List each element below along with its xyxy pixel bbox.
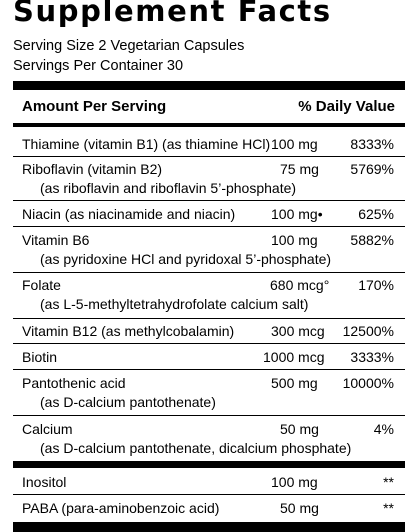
header-divider [13, 123, 405, 127]
nutrient-name: Riboflavin (vitamin B2) [22, 161, 163, 177]
row-divider [13, 494, 405, 495]
nutrient-daily-value: 5769% [350, 161, 394, 177]
nutrient-name: Vitamin B6 [22, 232, 90, 248]
nutrient-name: Biotin [22, 349, 58, 365]
nutrient-amount: 100 mg [271, 136, 318, 152]
nutrient-amount: 75 mg [280, 161, 319, 177]
nutrient-row [13, 205, 405, 224]
nutrient-daily-value: 12500% [342, 323, 394, 339]
ingredient-daily-value: ** [383, 500, 394, 516]
nutrient-name: Calcium [22, 421, 73, 437]
nutrient-row [13, 276, 405, 314]
row-divider [13, 272, 405, 273]
nutrient-source: (as riboflavin and riboflavin 5’-phosphate) [40, 180, 297, 196]
thick-divider [13, 81, 405, 90]
nutrient-row [13, 231, 405, 269]
nutrient-source: (as pyridoxine HCl and pyridoxal 5’-phosphate) [40, 251, 332, 267]
nutrient-name: Niacin (as niacinamide and niacin) [22, 206, 236, 222]
row-divider [13, 343, 405, 344]
nutrient-row [13, 322, 405, 341]
nutrient-row [13, 135, 405, 154]
panel-title: Supplement Facts [13, 0, 332, 28]
nutrient-source: (as D-calcium pantothenate, dicalcium phosphate) [40, 440, 352, 456]
ingredient-daily-value: ** [383, 474, 394, 490]
nutrient-name: Pantothenic acid [22, 375, 126, 391]
nutrient-source: (as L-5-methyltetrahydrofolate calcium salt) [40, 296, 309, 312]
ingredient-amount: 50 mg [280, 500, 319, 516]
other-ingredient-row [13, 473, 405, 492]
ingredient-amount: 100 mg [271, 474, 318, 490]
row-divider [13, 318, 405, 319]
servings-per-container: Servings Per Container 30 [13, 58, 184, 74]
row-divider [13, 369, 405, 370]
nutrient-daily-value: 10000% [342, 375, 394, 391]
row-divider [13, 200, 405, 201]
nutrient-amount: 300 mcg [271, 323, 325, 339]
nutrient-daily-value: 4% [373, 421, 394, 437]
nutrient-name: Folate [22, 277, 61, 293]
nutrient-name: Vitamin B12 (as methylcobalamin) [22, 323, 235, 339]
ingredient-name: PABA (para-aminobenzoic acid) [22, 500, 220, 516]
nutrient-daily-value: 170% [358, 277, 394, 293]
serving-size: Serving Size 2 Vegetarian Capsules [13, 38, 245, 54]
nutrient-amount: 100 mg• [271, 206, 323, 222]
amount-per-serving-header: Amount Per Serving [22, 98, 167, 115]
row-divider [13, 226, 405, 227]
nutrient-source: (as D-calcium pantothenate) [40, 394, 216, 410]
nutrient-row [13, 420, 405, 458]
bottom-divider [13, 522, 405, 532]
nutrient-daily-value: 5882% [350, 232, 394, 248]
row-divider [13, 156, 405, 157]
thick-divider [13, 461, 405, 468]
other-ingredient-row [13, 499, 405, 518]
nutrient-name: Thiamine (vitamin B1) (as thiamine HCl) [22, 136, 271, 152]
nutrient-daily-value: 8333% [350, 136, 394, 152]
row-divider [13, 415, 405, 416]
nutrient-row [13, 348, 405, 367]
ingredient-name: Inositol [22, 474, 67, 490]
nutrient-row [13, 160, 405, 198]
daily-value-header: % Daily Value [298, 98, 395, 115]
nutrient-amount: 500 mg [271, 375, 318, 391]
nutrient-amount: 680 mcg° [270, 277, 330, 293]
nutrient-daily-value: 625% [358, 206, 394, 222]
nutrient-row [13, 374, 405, 412]
nutrient-daily-value: 3333% [350, 349, 394, 365]
nutrient-amount: 100 mg [271, 232, 318, 248]
nutrient-amount: 1000 mcg [263, 349, 325, 365]
nutrient-amount: 50 mg [280, 421, 319, 437]
